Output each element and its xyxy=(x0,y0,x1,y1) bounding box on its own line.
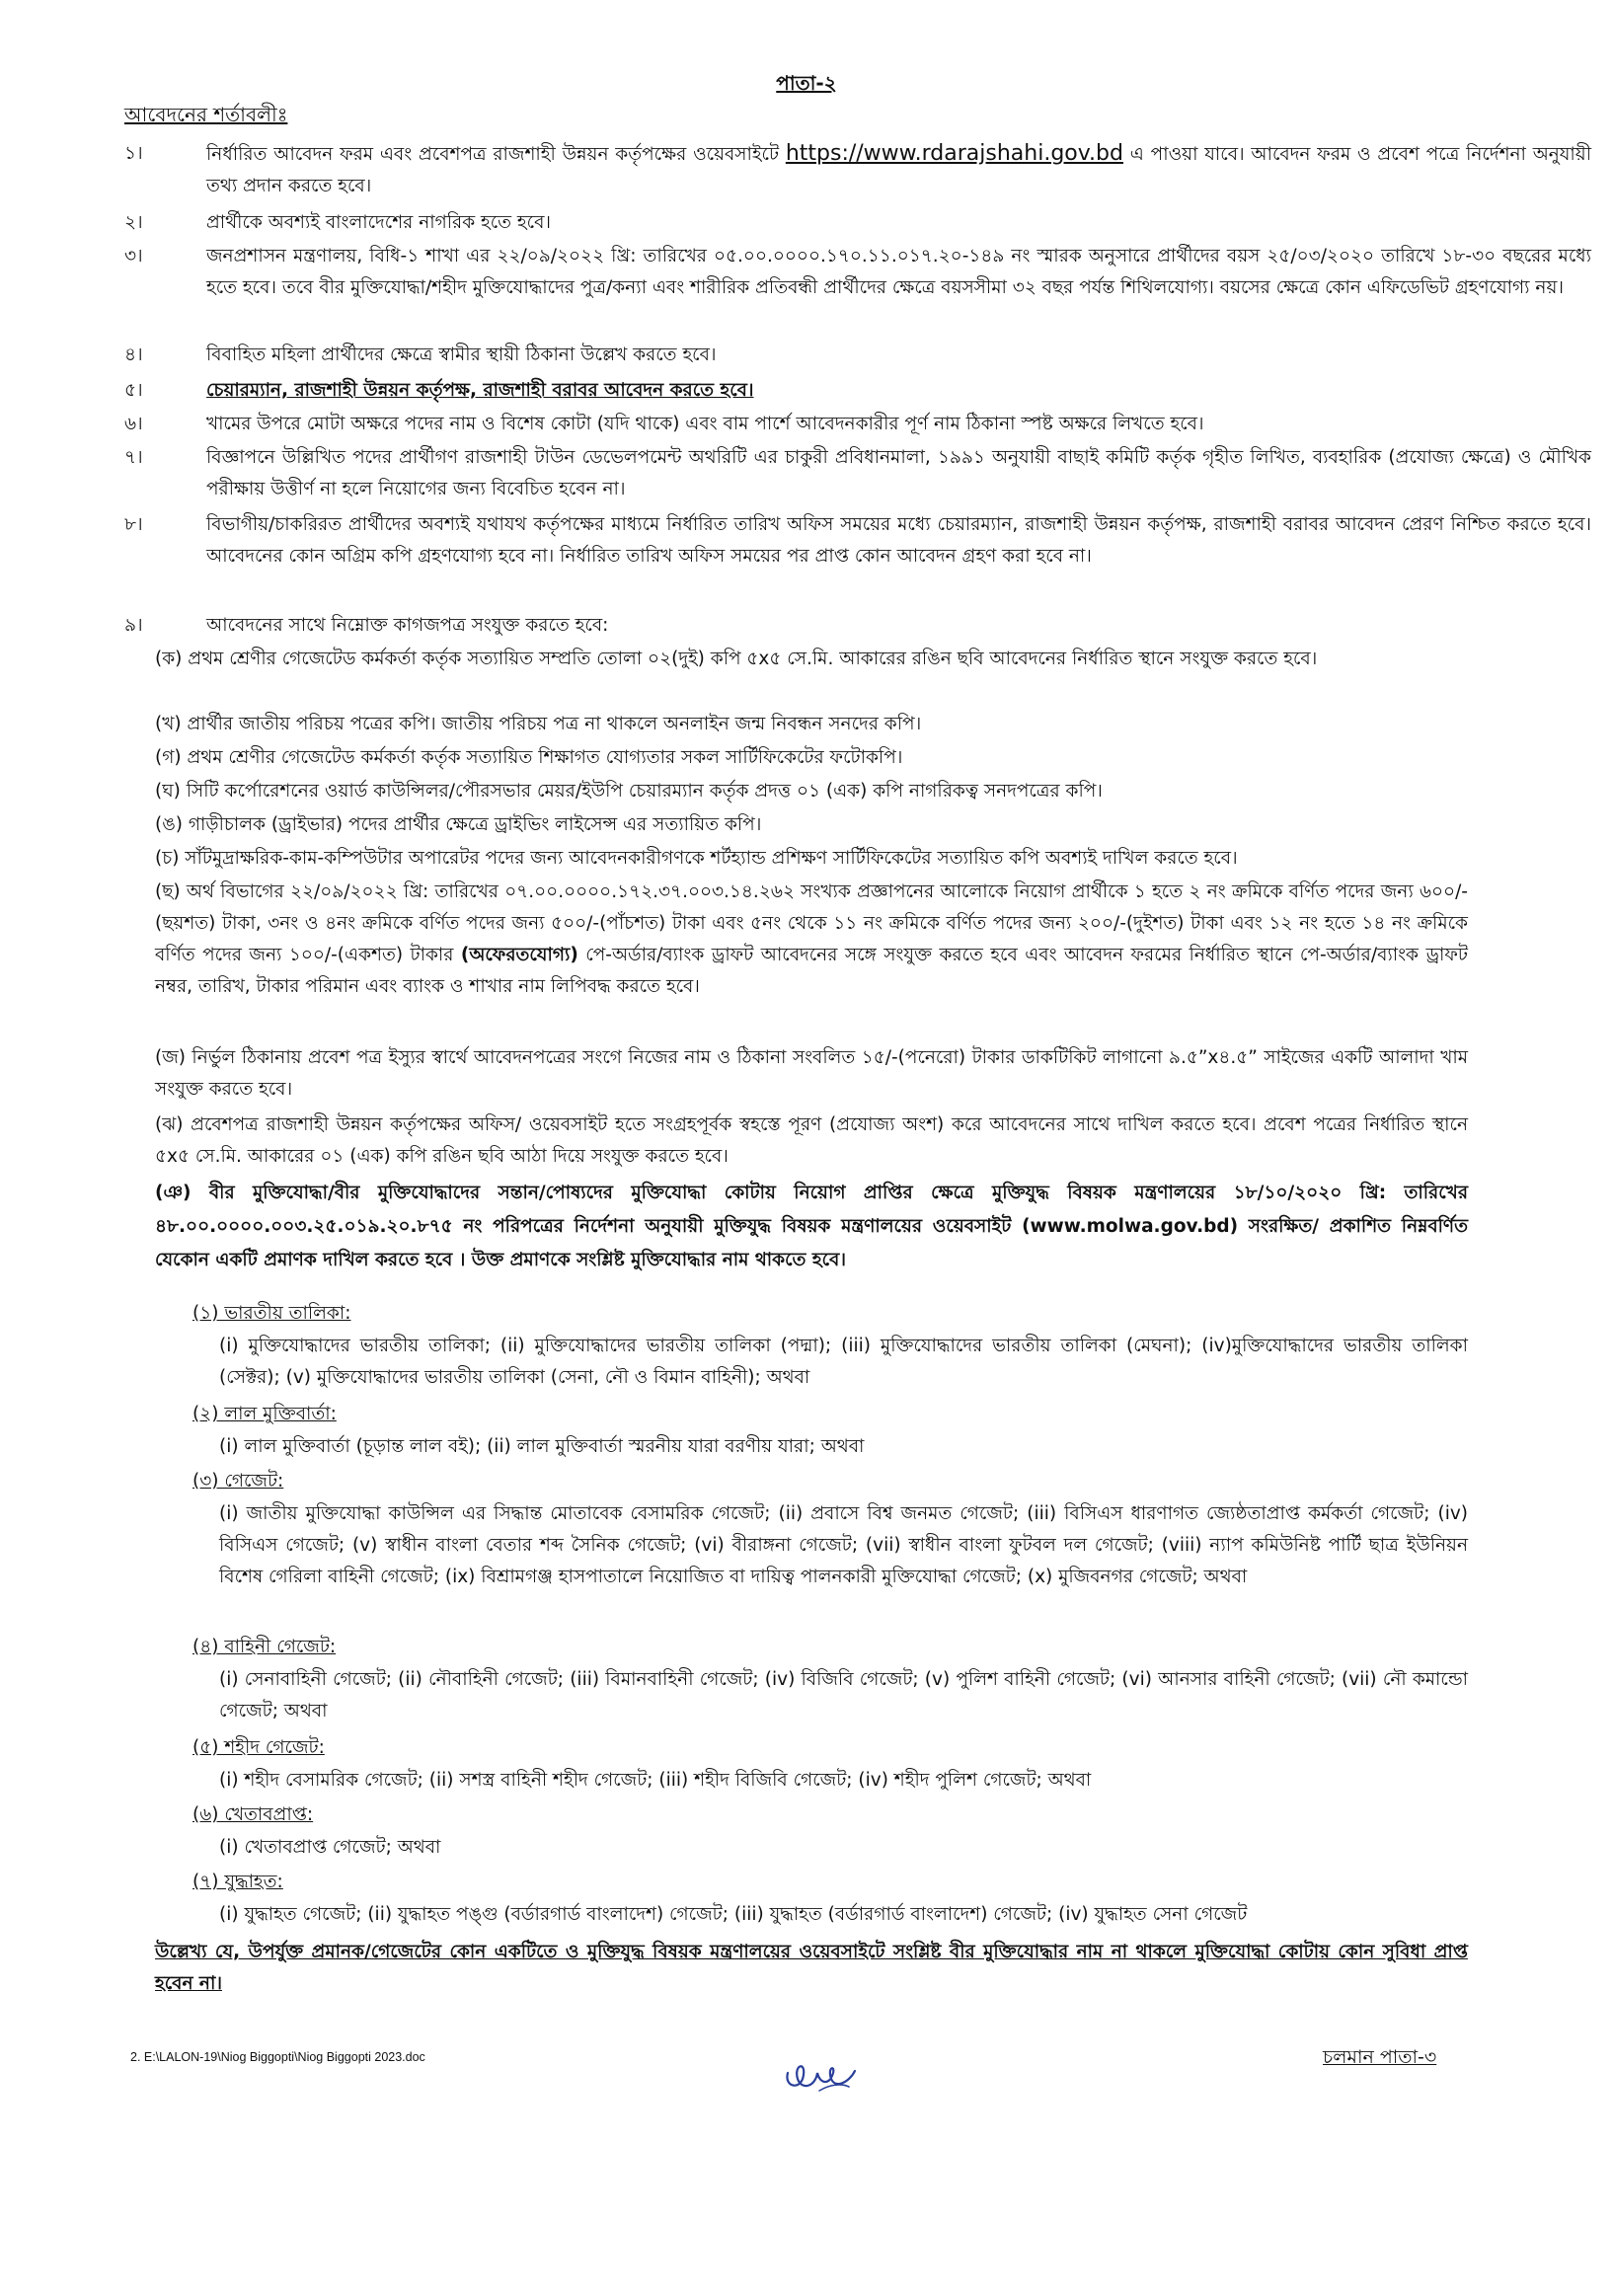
category-heading: (৬) খেতাবপ্রাপ্ত: xyxy=(192,1804,314,1825)
category-body: (i) সেনাবাহিনী গেজেট; (ii) নৌবাহিনী গেজেট; (iii) বিমানবাহিনী গেজেট; (iv) বিজিবি গেজেট; (v) পুলিশ বাহিনী গেজেট; (vi) আনসার বাহিনী গেজেট; (vii) নৌ কমান্ডো গেজেট; অথবা xyxy=(219,1669,1468,1722)
condition-number: ৫। xyxy=(124,380,143,401)
category-body: (i) খেতাবপ্রাপ্ত গেজেট; অথবা xyxy=(219,1837,441,1858)
condition-text-part: নির্ধারিত আবেদন ফরম এবং প্রবেশপত্র রাজশাহী উন্নয়ন কর্তৃপক্ষের ওয়েবসাইটে xyxy=(206,144,786,165)
condition-text: চেয়ারম্যান, রাজশাহী উন্নয়ন কর্তৃপক্ষ, রাজশাহী বরাবর আবেদন করতে হবে। xyxy=(206,380,754,401)
category-heading: (৪) বাহিনী গেজেট: xyxy=(192,1637,337,1657)
condition-number: ২। xyxy=(124,212,143,233)
document-item-jha: (ঝ) প্রবেশপত্র রাজশাহী উন্নয়ন কর্তৃপক্ষের অফিস/ ওয়েবসাইট হতে সংগ্রহপূর্বক স্বহস্তে পূরণ (প্রযোজ্য অংশ) করে আবেদনের সাথে দাখিল করতে হবে। প্রবেশ পত্রের নির্ধারিত স্থানে ৫x৫ সে.মি. আকারের ০১ (এক) কপি রঙিন ছবি আঠা দিয়ে সংযুক্ত করতে হবে। xyxy=(155,1114,1468,1167)
document-item-ka: (ক) প্রথম শ্রেণীর গেজেটেড কর্মকর্তা কর্তৃক সত্যায়িত সম্প্রতি তোলা ০২(দুই) কপি ৫x৫ সে.মি. আকারের রঙিন ছবি আবেদনের নির্ধারিত স্থানে সংযুক্ত করতে হবে। xyxy=(155,649,1318,669)
condition-text: আবেদনের সাথে নিম্নোক্ত কাগজপত্র সংযুক্ত করতে হবে: xyxy=(206,615,609,636)
document-item-umo: (ঙ) গাড়ীচালক (ড্রাইভার) পদের প্রার্থীর ক্ষেত্রে ড্রাইভিং লাইসেন্স এর সত্যায়িত কপি। xyxy=(155,814,762,835)
condition-number: ১। xyxy=(124,143,143,164)
conditions-heading: আবেদনের শর্তাবলীঃ xyxy=(124,103,288,126)
document-item-kha: (খ) প্রার্থীর জাতীয় পরিচয় পত্রের কপি। জাতীয় পরিচয় পত্র না থাকলে অনলাইন জন্ম নিবন্ধন সনদের কপি। xyxy=(155,714,922,734)
condition-text: বিবাহিত মহিলা প্রার্থীদের ক্ষেত্রে স্বামীর স্থায়ী ঠিকানা উল্লেখ করতে হবে। xyxy=(206,344,717,365)
condition-number: ৬। xyxy=(124,414,143,434)
file-path: 2. E:\LALON-19\Niog Biggopti\Niog Biggopti 2023.doc xyxy=(130,2050,425,2064)
page-number: পাতা-২ xyxy=(776,71,837,95)
condition-text: বিজ্ঞাপনে উল্লিখিত পদের প্রার্থীগণ রাজশাহী টাউন ডেভেলপমেন্ট অথরিটি এর চাকুরী প্রবিধানমালা, ১৯৯১ অনুযায়ী বাছাই কমিটি কর্তৃক গৃহীত লিখিত, ব্যবহারিক (প্রযোজ্য ক্ষেত্রে) ও মৌখিক পরীক্ষায় উত্তীর্ণ না হলে নিয়োগের জন্য বিবেচিত হবেন না। xyxy=(206,447,1591,499)
condition-text: জনপ্রশাসন মন্ত্রণালয়, বিধি-১ শাখা এর ২২/০৯/২০২২ খ্রি: তারিখের ০৫.০০.০০০০.১৭০.১১.০১৭.২০-১৪৯ নং স্মারক অনুসারে প্রার্থীদের বয়স ২৫/০৩/২০২০ তারিখে ১৮-৩০ বছরের মধ্যে হতে হবে। তবে বীর মুক্তিযোদ্ধা/শহীদ মুক্তিযোদ্ধাদের পুত্র/কন্যা এবং শারীরিক প্রতিবন্ধী প্রার্থীদের ক্ষেত্রে বয়সসীমা ৩২ বছর পর্যন্ত শিথিলযোগ্য। বয়সের ক্ষেত্রে কোন এফিডেভিট গ্রহণযোগ্য নয়। xyxy=(206,246,1591,298)
document-item-gha: (ঘ) সিটি কর্পোরেশনের ওয়ার্ড কাউন্সিলর/পৌরসভার মেয়র/ইউপি চেয়ারম্যান কর্তৃক প্রদত্ত ০১ (এক) কপি নাগরিকত্ব সনদপত্রের কপি। xyxy=(155,781,1103,802)
condition-number: ৯। xyxy=(124,615,143,636)
category-body: (i) শহীদ বেসামরিক গেজেট; (ii) সশস্ত্র বাহিনী শহীদ গেজেট; (iii) শহীদ বিজিবি গেজেট; (iv) শহীদ পুলিশ গেজেট; অথবা xyxy=(219,1770,1092,1791)
condition-text-part: এ পাওয়া যাবে। আবেদন ফরম ও প্রবেশ পত্রে নির্দেশনা অনুযায়ী তথ্য প্রদান করতে হবে। xyxy=(206,144,1591,196)
condition-text: বিভাগীয়/চাকরিরত প্রার্থীদের অবশ্যই যথাযথ কর্তৃপক্ষের মাধ্যমে নির্ধারিত তারিখ অফিস সময়ের মধ্যে চেয়ারম্যান, রাজশাহী উন্নয়ন কর্তৃপক্ষ, রাজশাহী বরাবর আবেদন প্রেরণ নিশ্চিত করতে হবে। আবেদনের কোন অগ্রিম কপি গ্রহণযোগ্য হবে না। নির্ধারিত তারিখ অফিস সময়ের পর প্রাপ্ত কোন আবেদন গ্রহণ করা হবে না। xyxy=(206,514,1591,567)
condition-text xyxy=(206,138,1591,202)
condition-number: ৮। xyxy=(124,514,143,535)
document-text-part: পে-অর্ডার/ব্যাংক ড্রাফট আবেদনের সঙ্গে সংযুক্ত করতে হবে এবং আবেদন ফরমের নির্ধারিত স্থানে পে-অর্ডার/ব্যাংক ড্রাফট নম্বর, তারিখ, টাকার পরিমান এবং ব্যাংক ও শাখার নাম লিপিবদ্ধ করতে হবে। xyxy=(155,945,1468,997)
document-text-part: (ছ) অর্থ বিভাগের ২২/০৯/২০২২ খ্রি: তারিখের ০৭.০০.০০০০.১৭২.৩৭.০০৩.১৪.২৬২ সংখ্যক প্রজ্ঞাপনের আলোকে নিয়োগ প্রার্থীকে ১ হতে ২ নং ক্রমিকে বর্ণিত পদের জন্য ৬০০/-(ছয়শত) টাকা, ৩নং ও ৪নং ক্রমিকে বর্ণিত পদের জন্য ৫০০/-(পাঁচশত) টাকা এবং ৫নং থেকে ১১ নং ক্রমিকে বর্ণিত পদের জন্য ২০০/-(দুইশত) টাকা এবং ১২ নং হতে ১৪ নং ক্রমিকে বর্ণিত পদের জন্য ১০০/-(একশত) টাকার xyxy=(155,881,1468,965)
signature-icon xyxy=(780,2043,864,2098)
non-refundable-label: (অফেরতযোগ্য) xyxy=(460,945,578,965)
category-body: (i) লাল মুক্তিবার্তা (চূড়ান্ত লাল বই); (ii) লাল মুক্তিবার্তা স্মরনীয় যারা বরণীয় যারা; অথবা xyxy=(219,1436,865,1457)
category-heading: (৩) গেজেট: xyxy=(192,1471,284,1492)
category-body: (i) জাতীয় মুক্তিযোদ্ধা কাউন্সিল এর সিদ্ধান্ত মোতাবেক বেসামরিক গেজেট; (ii) প্রবাসে বিশ্ব জনমত গেজেট; (iii) বিসিএস ধারণাগত জ্যেষ্ঠতাপ্রাপ্ত কর্মকর্তা গেজেট; (iv) বিসিএস গেজেট; (v) স্বাধীন বাংলা বেতার শব্দ সৈনিক গেজেট; (vi) বীরাঙ্গনা গেজেট; (vii) স্বাধীন বাংলা ফুটবল দল গেজেট; (viii) ন্যাপ কমিউনিষ্ট পার্টি ছাত্র ইউনিয়ন বিশেষ গেরিলা বাহিনী গেজেট; (ix) বিশ্রামগঞ্জ হাসপাতালে নিয়োজিত বা দায়িত্ব পালনকারী মুক্তিযোদ্ধা গেজেট; (x) মুজিবনগর গেজেট; অথবা xyxy=(219,1503,1468,1587)
category-heading: (২) লাল মুক্তিবার্তা: xyxy=(192,1404,337,1424)
website-link[interactable]: https://www.rdarajshahi.gov.bd xyxy=(785,141,1123,166)
document-item-chha xyxy=(155,877,1468,1003)
document-item-ga: (গ) প্রথম শ্রেণীর গেজেটেড কর্মকর্তা কর্তৃক সত্যায়িত শিক্ষাগত যোগ্যতার সকল সার্টিফিকেটের ফটোকপি। xyxy=(155,747,903,768)
category-heading: (১) ভারতীয় তালিকা: xyxy=(192,1303,351,1324)
condition-number: ৭। xyxy=(124,447,143,468)
running-page-label: চলমান পাতা-৩ xyxy=(1323,2046,1437,2068)
condition-text: প্রার্থীকে অবশ্যই বাংলাদেশের নাগরিক হতে হবে। xyxy=(206,212,552,233)
condition-number: ৪। xyxy=(124,344,143,365)
category-body: (i) যুদ্ধাহত গেজেট; (ii) যুদ্ধাহত পঙ্গু (বর্ডারগার্ড বাংলাদেশ) গেজেট; (iii) যুদ্ধাহত (বর্ডারগার্ড বাংলাদেশ) গেজেট; (iv) যুদ্ধাহত সেনা গেজেট xyxy=(219,1904,1248,1925)
condition-text: খামের উপরে মোটা অক্ষরে পদের নাম ও বিশেষ কোটা (যদি থাকে) এবং বাম পার্শে আবেদনকারীর পূর্ণ নাম ঠিকানা স্পষ্ট অক্ষরে লিখতে হবে। xyxy=(206,414,1204,434)
category-heading: (৫) শহীদ গেজেট: xyxy=(192,1737,325,1758)
condition-number: ৩। xyxy=(124,246,143,267)
document-item-nio: (ঞ) বীর মুক্তিযোদ্ধা/বীর মুক্তিযোদ্ধাদের সন্তান/পোষ্যদের মুক্তিযোদ্ধা কোটায় নিয়োগ প্রাপ্তির ক্ষেত্রে মুক্তিযুদ্ধ বিষয়ক মন্ত্রণালয়ের ১৮/১০/২০২০ খ্রি: তারিখের ৪৮.০০.০০০০.০০৩.২৫.০১৯.২০.৮৭৫ নং পরিপত্রের নির্দেশনা অনুযায়ী মুক্তিযুদ্ধ বিষয়ক মন্ত্রণালয়ের ওয়েবসাইট (www.molwa.gov.bd) সংরক্ষিত/ প্রকাশিত নিম্নবর্ণিত যেকোন একটি প্রমাণক দাখিল করতে হবে । উক্ত প্রমাণকে সংশ্লিষ্ট মুক্তিযোদ্ধার নাম থাকতে হবে। xyxy=(155,1183,1468,1270)
category-body: (i) মুক্তিযোদ্ধাদের ভারতীয় তালিকা; (ii) মুক্তিযোদ্ধাদের ভারতীয় তালিকা (পদ্মা); (iii) মুক্তিযোদ্ধাদের ভারতীয় তালিকা (মেঘনা); (iv)মুক্তিযোদ্ধাদের ভারতীয় তালিকা (সেক্টর); (v) মুক্তিযোদ্ধাদের ভারতীয় তালিকা (সেনা, নৌ ও বিমান বাহিনী); অথবা xyxy=(219,1336,1468,1388)
quota-note: উল্লেখ্য যে, উপর্যুক্ত প্রমানক/গেজেটের কোন একটিতে ও মুক্তিযুদ্ধ বিষয়ক মন্ত্রণালয়ের ওয়েবসাইটে সংশ্লিষ্ট বীর মুক্তিযোদ্ধার নাম না থাকলে মুক্তিযোদ্ধা কোটায় কোন সুবিধা প্রাপ্ত হবেন না। xyxy=(155,1942,1468,1994)
category-heading: (৭) যুদ্ধাহত: xyxy=(192,1872,283,1892)
document-item-cha: (চ) সাঁটমুদ্রাক্ষরিক-কাম-কম্পিউটার অপারেটর পদের জন্য আবেদনকারীগণকে শর্টহ্যান্ড প্রশিক্ষণ সার্টিফিকেটের সত্যায়িত কপি অবশ্যই দাখিল করতে হবে। xyxy=(155,848,1238,869)
document-item-ja: (জ) নির্ভুল ঠিকানায় প্রবেশ পত্র ইস্যুর স্বার্থে আবেদনপত্রের সংগে নিজের নাম ও ঠিকানা সংবলিত ১৫/-(পনেরো) টাকার ডাকটিকিট লাগানো ৯.৫”x৪.৫” সাইজের একটি আলাদা খাম সংযুক্ত করতে হবে। xyxy=(155,1047,1468,1100)
